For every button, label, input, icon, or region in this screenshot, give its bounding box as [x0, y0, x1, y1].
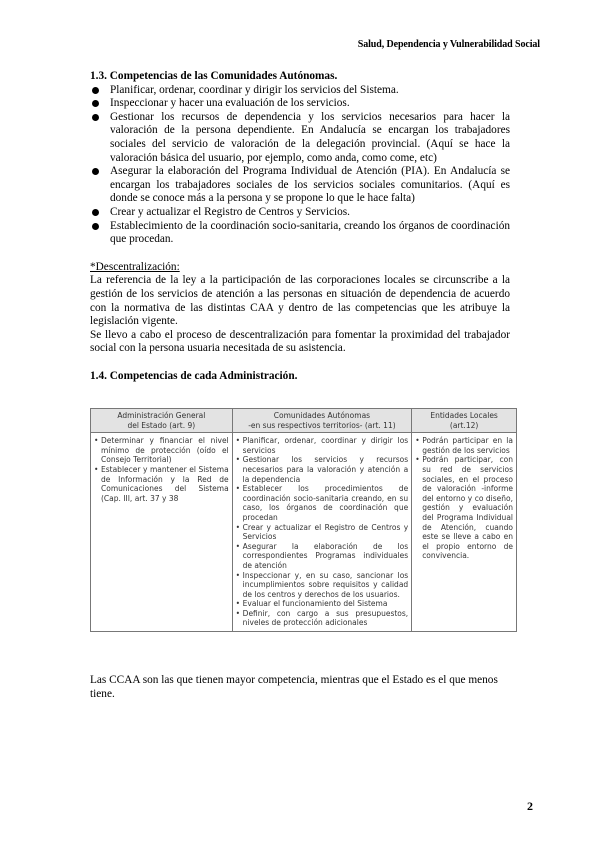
- list-item: • Gestionar los servicios y recursos necesarios para la valoración y atención a la dependencia: [236, 455, 409, 484]
- list-item: • Asegurar la elaboración de los correspondientes Programas individuales de atención: [236, 542, 409, 571]
- list-item: • Planificar, ordenar, coordinar y dirigir los servicios: [236, 436, 409, 455]
- list-item: Inspeccionar y hacer una evaluación de los servicios.: [90, 97, 510, 111]
- list-item: • Establecer y mantener el Sistema de Información y la Red de Comunicaciones del Sistema (Cap. III, art. 37 y 38: [94, 465, 229, 503]
- list-item: • Determinar y financiar el nivel mínimo de protección (oído el Consejo Territorial): [94, 436, 229, 465]
- table-cell-estado: [91, 433, 233, 632]
- list-item: • Inspeccionar y, en su caso, sancionar los incumplimientos sobre requisitos y calidad de los centros y derechos de los usuarios.: [236, 571, 409, 600]
- list-item: Crear y actualizar el Registro de Centros y Servicios.: [90, 206, 510, 220]
- table-header-row: [91, 409, 517, 433]
- list-item: • Establecer los procedimientos de coordinación socio-sanitaria creando, en su caso, los órganos de coordinación que procedan: [236, 484, 409, 522]
- list-item: Asegurar la elaboración del Programa Individual de Atención (PIA). En Andalucía se encargan los trabajadores sociales de los servicios sociales comunitarios. (Aquí es donde se conoce más a la persona y se propone lo que le hace falta): [90, 165, 510, 206]
- table-header-locales: Entidades Locales (art.12): [412, 409, 517, 433]
- running-header: Salud, Dependencia y Vulnerabilidad Social: [357, 39, 540, 50]
- table-header-ccaa: Comunidades Autónomas -en sus respectivos territorios- (art. 11): [232, 409, 412, 433]
- list-item: • Podrán participar en la gestión de los servicios: [415, 436, 513, 455]
- page-number: 2: [527, 799, 533, 813]
- table-row: [91, 433, 517, 632]
- list-item: • Crear y actualizar el Registro de Centros y Servicios: [236, 523, 409, 542]
- table-cell-ccaa: [232, 433, 412, 632]
- table-header-estado: Administración General del Estado (art. 9): [91, 409, 233, 433]
- section-14-title: 1.4. Competencias de cada Administración.: [90, 369, 298, 382]
- closing-paragraph: Las CCAA son las que tienen mayor competencia, mientras que el Estado es el que menos tiene.: [90, 674, 498, 700]
- list-item: • Podrán participar, con su red de servicios sociales, en el proceso de valoración -informe del entorno y co diseño, gestión y evaluación del Programa Individual de Atención, cuando este se lleve a cabo en el propio entorno de convivencia.: [415, 455, 513, 561]
- list-item: Planificar, ordenar, coordinar y dirigir los servicios del Sistema.: [90, 84, 510, 98]
- competencias-table: [90, 408, 517, 632]
- section-13-title: 1.3. Competencias de las Comunidades Autónomas.: [90, 70, 338, 82]
- descentralizacion-label: *Descentralización:: [90, 260, 180, 273]
- main-content: [90, 70, 510, 383]
- section-13-list: [90, 84, 510, 247]
- list-item: • Evaluar el funcionamiento del Sistema: [236, 599, 409, 609]
- descentralizacion-paragraph-2: Se llevo a cabo el proceso de descentralización para fomentar la proximidad del trabajador social con la persona usuaria necesitada de su asistencia.: [90, 328, 510, 355]
- table-cell-locales: [412, 433, 517, 632]
- list-item: Establecimiento de la coordinación socio-sanitaria, creando los órganos de coordinación que procedan.: [90, 220, 510, 247]
- descentralizacion-paragraph-1: La referencia de la ley a la participación de las corporaciones locales se circunscribe a la gestión de los servicios de atención a las personas en situación de dependencia de acuerdo con la normativa de las distintas CAA y dentro de las competencias que les atribuye la legislación vigente.: [90, 274, 510, 328]
- list-item: • Definir, con cargo a sus presupuestos, niveles de protección adicionales: [236, 609, 409, 628]
- list-item: Gestionar los recursos de dependencia y los servicios necesarios para hacer la valoración de la persona dependiente. En Andalucía se encargan los trabajadores sociales del servicio de valoración de la delegación provincial. (Aquí se hace la valoración básica del usuario, por ejemplo, como anda, como come, etc): [90, 111, 510, 165]
